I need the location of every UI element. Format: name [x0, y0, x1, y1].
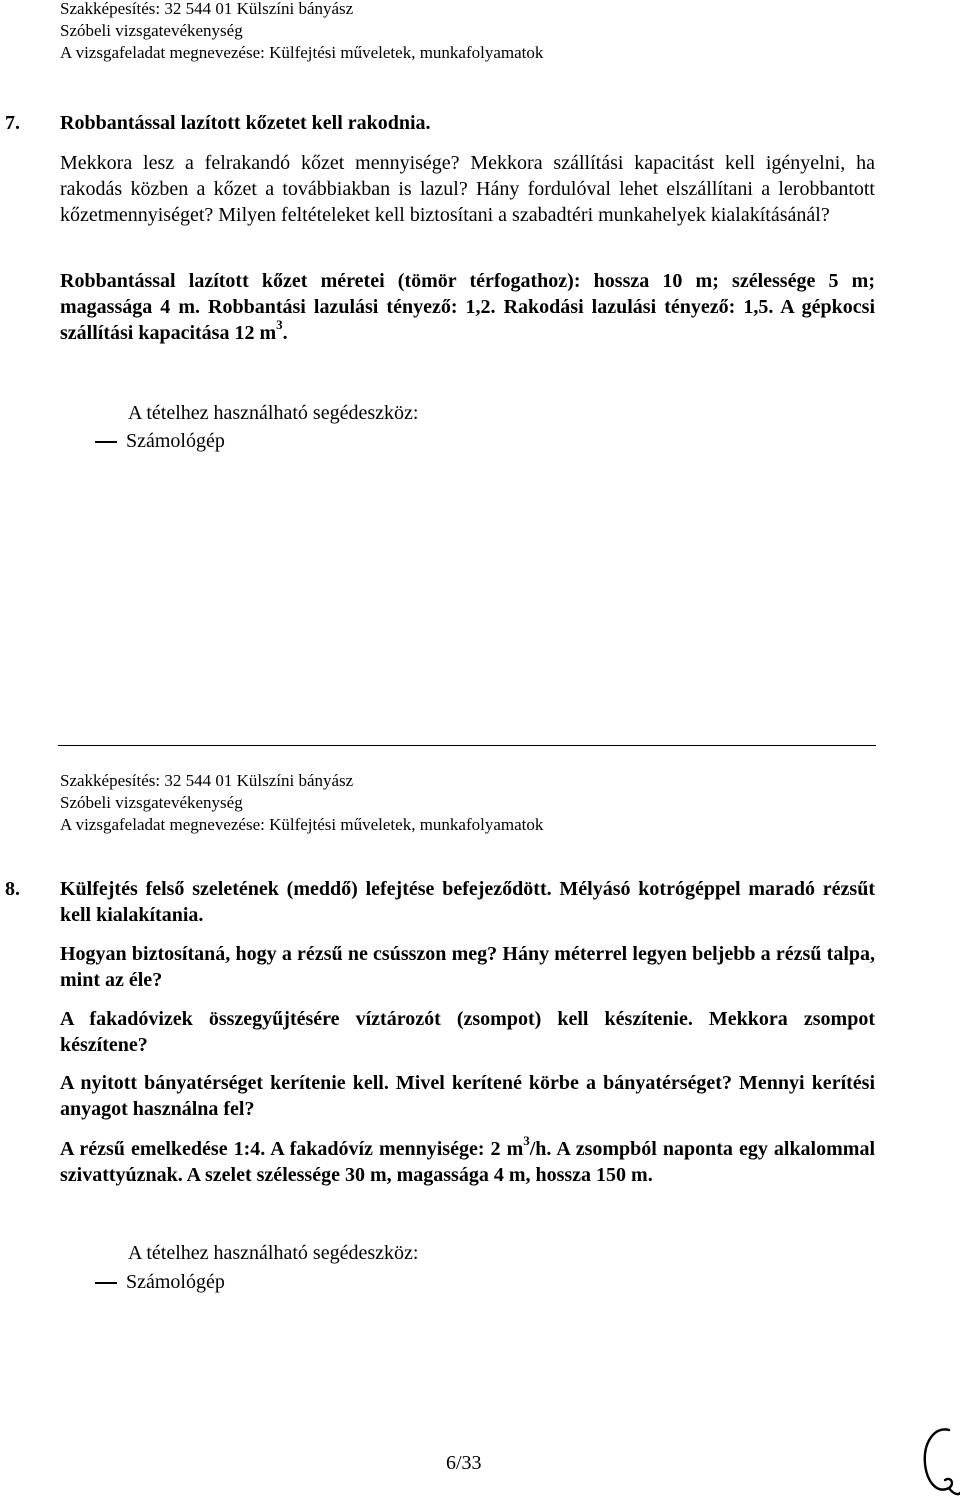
task-7-aid-label: A tételhez használható segédeszköz: [128, 402, 419, 424]
task-7-title: Robbantással lazított kőzetet kell rakodnia. [60, 112, 431, 134]
dash-bullet-icon [95, 441, 117, 443]
task-7-data-text: Robbantással lazított kőzet méretei (tömör térfogathoz): hossza 10 m; szélessége 5 m; magassága 4 m. Robbantási lazulási tényező: 1,2. Rakodási lazulási tényező: 1,5. A gépkocsi szállítási kapacitása 12 m [60, 270, 875, 344]
page-separator [58, 745, 876, 746]
task-7-data [60, 268, 875, 346]
task-8-para-1: Hogyan biztosítaná, hogy a rézsű ne csússzon meg? Hány méterrel legyen beljebb a rézsű talpa, mint az éle? [60, 943, 875, 991]
page-header-bottom [60, 770, 543, 836]
task-8-para-3: A nyitott bányatérséget kerítenie kell. Mivel kerítené körbe a bányatérséget? Mennyi kerítési anyagot használna fel? [60, 1072, 875, 1120]
header-task-name: A vizsgafeladat megnevezése: Külfejtési műveletek, munkafolyamatok [60, 815, 544, 834]
page-number: 6/33 [446, 1452, 482, 1474]
header-exam-type: Szóbeli vizsgatevékenység [60, 793, 243, 812]
handwritten-initial-icon [915, 1422, 960, 1502]
task-7-number: 7. [5, 112, 20, 134]
task-8-para-4-a: A rézsű emelkedése 1:4. A fakadóvíz mennyisége: 2 m [60, 1138, 524, 1160]
page-header-top [60, 0, 543, 64]
task-7-data-sup: 3 [276, 317, 283, 333]
header-exam-type: Szóbeli vizsgatevékenység [60, 21, 243, 40]
task-8-aid-text: Számológép [126, 1271, 225, 1293]
task-7-aid-item [95, 428, 225, 454]
task-8-para-4 [60, 1133, 875, 1188]
task-7-questions: Mekkora lesz a felrakandó kőzet mennyisége? Mekkora szállítási kapacitást kell igényelni, ha rakodás közben a kőzet a továbbiakban is lazul? Hány fordulóval lehet elszállítani a lerobbantott kőzetmennyiséget? Milyen feltételeket kell biztosítani a szabadtéri munkahelyek kialakításánál? [60, 152, 875, 226]
header-qualification: Szakképesítés: 32 544 01 Külszíni bányász [60, 771, 354, 790]
dash-bullet-icon [95, 1282, 117, 1284]
task-8-para-4-sup: 3 [523, 1133, 530, 1149]
task-8-para-2: A fakadóvizek összegyűjtésére víztározót (zsompot) kell készítenie. Mekkora zsompot készítene? [60, 1008, 875, 1056]
task-7-aid-text: Számológép [126, 430, 225, 452]
task-7-data-end: . [282, 322, 288, 344]
header-qualification: Szakképesítés: 32 544 01 Külszíni bányász [60, 0, 354, 18]
task-8-number: 8. [5, 878, 20, 900]
task-8-aid-item [95, 1269, 225, 1295]
header-task-name: A vizsgafeladat megnevezése: Külfejtési műveletek, munkafolyamatok [60, 43, 544, 62]
task-8-title: Külfejtés felső szeletének (meddő) lefejtése befejeződött. Mélyásó kotrógéppel maradó rézsűt kell kialakítania. [60, 878, 875, 926]
task-8-para-4-b: /h. A zsompból naponta egy alkalommal szivattyúznak. A szelet szélessége 30 m, magassága 4 m, hossza 150 m. [60, 1138, 875, 1186]
task-8-aid-label: A tételhez használható segédeszköz: [128, 1242, 419, 1264]
